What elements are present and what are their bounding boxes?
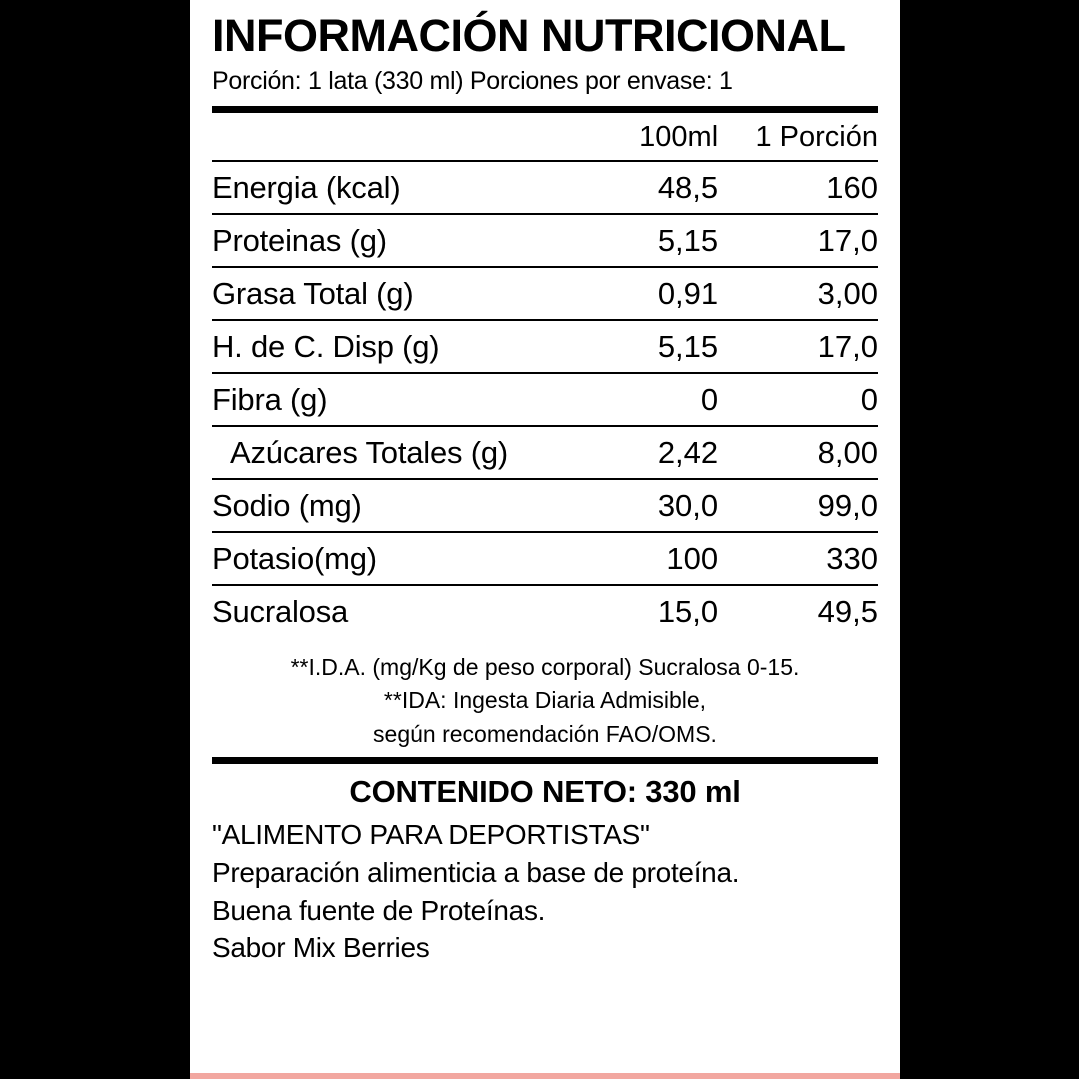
table-row [212, 267, 878, 320]
nutrient-per-100ml: 2,42 [572, 426, 719, 479]
nutrient-per-serving: 0 [718, 373, 878, 426]
nutrient-name: Fibra (g) [212, 373, 572, 426]
nutrient-per-serving: 99,0 [718, 479, 878, 532]
nutrient-per-100ml: 5,15 [572, 214, 719, 267]
nutrient-name: Sucralosa [212, 585, 572, 637]
table-row [212, 585, 878, 637]
table-row [212, 320, 878, 373]
nutrient-name: Proteinas (g) [212, 214, 572, 267]
footnotes [212, 651, 878, 751]
divider-bottom [212, 757, 878, 764]
description-line: Sabor Mix Berries [212, 932, 430, 964]
footnote-line: **I.D.A. (mg/Kg de peso corporal) Sucralosa 0-15. [290, 654, 800, 680]
product-description [212, 816, 878, 967]
nutrition-table [212, 113, 878, 637]
header-per-serving: 1 Porción [755, 121, 878, 153]
nutrient-per-100ml: 30,0 [572, 479, 719, 532]
nutrient-per-100ml: 15,0 [572, 585, 719, 637]
table-row [212, 426, 878, 479]
page-title: INFORMACIÓN NUTRICIONAL [212, 10, 846, 61]
net-content: CONTENIDO NETO: 330 ml [349, 774, 741, 810]
header-per-100ml: 100ml [639, 121, 719, 153]
nutrient-per-serving: 49,5 [718, 585, 878, 637]
table-row [212, 373, 878, 426]
nutrient-per-serving: 17,0 [718, 320, 878, 373]
footnote-line: **IDA: Ingesta Diaria Admisible, [383, 687, 707, 714]
nutrient-per-serving: 8,00 [718, 426, 878, 479]
nutrient-name: Potasio(mg) [212, 532, 572, 585]
description-line: Buena fuente de Proteínas. [212, 894, 546, 926]
nutrient-per-100ml: 0 [572, 373, 719, 426]
nutrient-per-100ml: 5,15 [572, 320, 719, 373]
serving-info: Porción: 1 lata (330 ml) Porciones por envase: 1 [212, 67, 733, 96]
nutrient-name: Azúcares Totales (g) [212, 426, 572, 479]
description-line: "ALIMENTO PARA DEPORTISTAS" [212, 819, 650, 851]
nutrient-name: Sodio (mg) [212, 479, 572, 532]
nutrient-per-serving: 160 [718, 161, 878, 214]
nutrient-per-100ml: 0,91 [572, 267, 719, 320]
nutrient-per-serving: 17,0 [718, 214, 878, 267]
table-row [212, 479, 878, 532]
table-header-row [212, 113, 878, 161]
nutrient-name: H. de C. Disp (g) [212, 320, 572, 373]
nutrient-per-serving: 330 [718, 532, 878, 585]
divider-top [212, 106, 878, 113]
table-row [212, 532, 878, 585]
table-row [212, 214, 878, 267]
bottom-accent-strip [190, 1073, 900, 1079]
header-blank [212, 113, 572, 161]
footnote-line: según recomendación FAO/OMS. [373, 720, 717, 747]
nutrient-name: Energia (kcal) [212, 161, 572, 214]
nutrient-per-100ml: 100 [572, 532, 719, 585]
nutrient-per-100ml: 48,5 [572, 161, 719, 214]
description-line: Preparación alimenticia a base de proteína. [212, 856, 740, 888]
table-row [212, 161, 878, 214]
nutrient-per-serving: 3,00 [718, 267, 878, 320]
nutrient-name: Grasa Total (g) [212, 267, 572, 320]
nutrition-facts-panel [190, 0, 900, 1079]
